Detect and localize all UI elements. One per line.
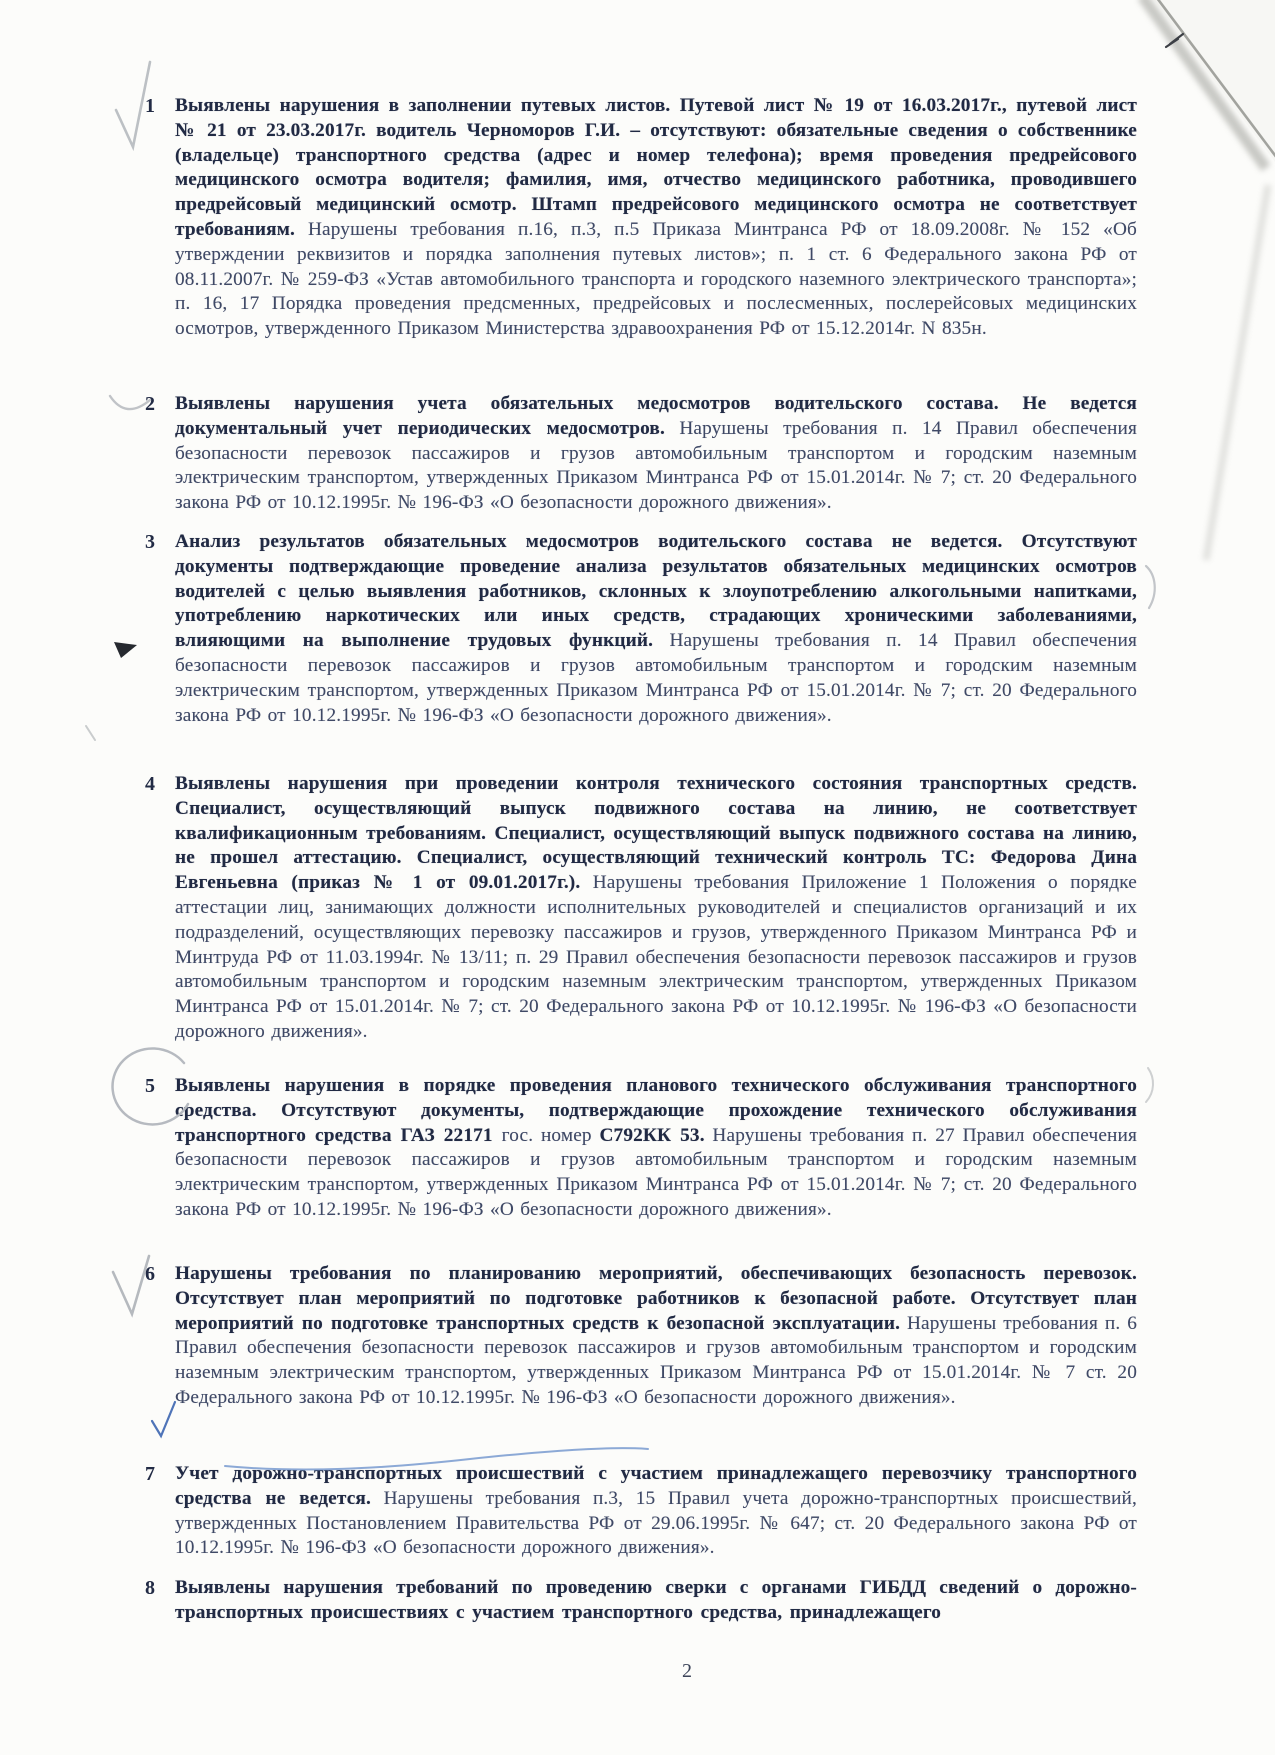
violation-item [137,772,1137,1045]
violation-item [137,530,1137,728]
violation-item [137,1576,1137,1626]
item-number: 2 [145,393,155,415]
item-text: Выявлены нарушения в заполнении путевых листов. Путевой лист № 19 от 16.03.2017г., путевой лист № 21 от 23.03.2017г. водитель Черноморов Г.И. – отсутствуют: обязательные сведения о собственнике (владельце) транспортного средства (адрес и номер телефона); время проведения предрейсового медицинского осмотра водителя; фамилия, имя, отчество медицинского работника, проводившего предрейсовый медицинский осмотр. Штамп предрейсового медицинского осмотра не соответствует требованиям. Нарушены требования п.16, п.3, п.5 Приказа Минтранса РФ от 18.09.2008г. № 152 «Об утверждении реквизитов и порядка заполнения путевых листов»; п. 1 ст. 6 Федерального закона РФ от 08.11.2007г. № 259-ФЗ «Устав автомобильного транспорта и городского наземного электрического транспорта»; п. 16, 17 Порядка проведения предсменных, предрейсовых и послесменных, послерейсовых медицинских осмотров, утвержденного Приказом Министерства здравоохранения РФ от 15.12.2014г. N 835н. [175,95,1137,340]
item-number: 8 [145,1577,155,1599]
item-text: Нарушены требования по планированию мероприятий, обеспечивающих безопасность перевозок. Отсутствует план мероприятий по подготовке работников к безопасной работе. Отсутствует план мероприятий по подготовке транспортных средств к безопасной эксплуатации. Нарушены требования п. 6 Правил обеспечения безопасности перевозок пассажиров и грузов автомобильным транспортом и городским наземным электрическим транспортом, утвержденных Приказом Минтранса РФ от 15.01.2014г. № 7 ст. 20 Федерального закона РФ от 10.12.1995г. № 196-ФЗ «О безопасности дорожного движения». [175,1263,1137,1408]
item-number: 6 [145,1263,155,1285]
item-text: Выявлены нарушения требований по проведению сверки с органами ГИБДД сведений о дорожно-транспортных происшествиях с участием транспортного средства, принадлежащего [175,1577,1137,1623]
violation-item [137,1074,1137,1223]
violation-item [137,1262,1137,1411]
item-number: 1 [145,95,155,117]
violation-item [137,392,1137,516]
item-text: Учет дорожно-транспортных происшествий с участием принадлежащего перевозчику транспортного средства не ведется. Нарушены требования п.3, 15 Правил учета дорожно-транспортных происшествий, утвержденных Постановлением Правительства РФ от 29.06.1995г. № 647; ст. 20 Федерального закона РФ от 10.12.1995г. № 196-ФЗ «О безопасности дорожного движения». [175,1463,1137,1559]
item-number: 5 [145,1075,155,1097]
item-number: 3 [145,531,155,553]
violation-item [137,1462,1137,1561]
item-number: 7 [145,1463,155,1485]
item-text: Выявлены нарушения учета обязательных медосмотров водительского состава. Не ведется документальный учет периодических медосмотров. Нарушены требования п. 14 Правил обеспечения безопасности перевозок пассажиров и грузов автомобильным транспортом и городским наземным электрическим транспортом, утвержденных Приказом Минтранса РФ от 15.01.2014г. № 7; ст. 20 Федерального закона РФ от 10.12.1995г. № 196-ФЗ «О безопасности дорожного движения». [175,393,1137,514]
violation-item [137,94,1137,342]
item-number: 4 [145,773,155,795]
item-text: Анализ результатов обязательных медосмотров водительского состава не ведется. Отсутствуют документы подтверждающие проведение анализа результатов обязательных медицинских осмотров водителей с целью выявления работников, склонных к злоупотреблению алкогольными напитками, употреблению наркотических или иных средств, страдающих хроническими заболеваниями, влияющими на выполнение трудовых функций. Нарушены требования п. 14 Правил обеспечения безопасности перевозок пассажиров и грузов автомобильным транспортом и городским наземным электрическим транспортом, утвержденных Приказом Минтранса РФ от 15.01.2014г. № 7; ст. 20 Федерального закона РФ от 10.12.1995г. № 196-ФЗ «О безопасности дорожного движения». [175,531,1137,726]
page-number: 2 [682,1660,692,1682]
item-text: Выявлены нарушения в порядке проведения планового технического обслуживания транспортного средства. Отсутствуют документы, подтверждающие прохождение технического обслуживания транспортного средства ГАЗ 22171 гос. номер С792КК 53. Нарушены требования п. 27 Правил обеспечения безопасности перевозок пассажиров и грузов автомобильным транспортом и городским наземным электрическим транспортом, утвержденных Приказом Минтранса РФ от 15.01.2014г. № 7; ст. 20 Федерального закона РФ от 10.12.1995г. № 196-ФЗ «О безопасности дорожного движения». [175,1075,1137,1220]
item-text: Выявлены нарушения при проведении контроля технического состояния транспортных средств. Специалист, осуществляющий выпуск подвижного состава на линию, не соответствует квалификационным требованиям. Специалист, осуществляющий выпуск подвижного состава на линию, не прошел аттестацию. Специалист, осуществляющий технический контроль ТС: Федорова Дина Евгеньевна (приказ № 1 от 09.01.2017г.). Нарушены требования Приложение 1 Положения о порядке аттестации лиц, занимающих должности исполнительных руководителей и специалистов организаций и их подразделений, осуществляющих перевозку пассажиров и грузов, утвержденного Приказом Минтранса РФ и Минтруда РФ от 11.03.1994г. № 13/11; п. 29 Правил обеспечения безопасности перевозок пассажиров и грузов автомобильным транспортом и городским наземным электрическим транспортом, утвержденных Приказом Минтранса РФ от 15.01.2014г. № 7; ст. 20 Федерального закона РФ от 10.12.1995г. № 196-ФЗ «О безопасности дорожного движения». [175,773,1137,1042]
